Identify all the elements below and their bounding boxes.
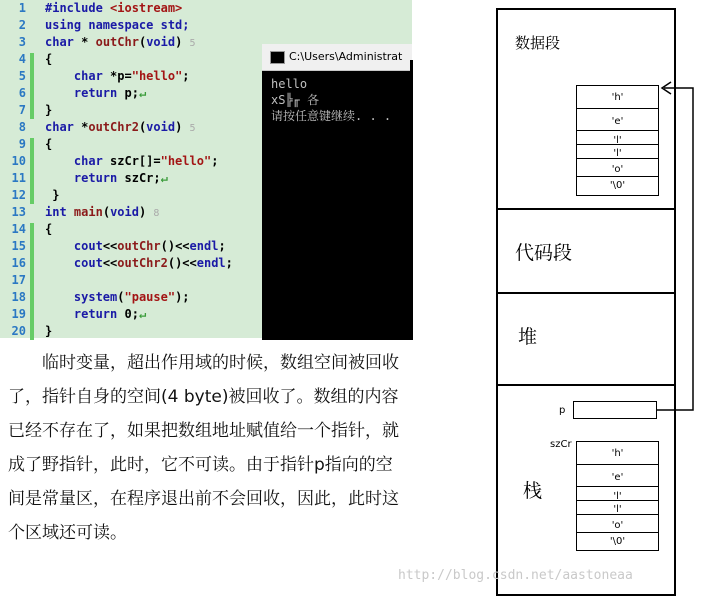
code-token: ( [138, 120, 147, 134]
code-token: { [45, 137, 53, 151]
memory-cell: 'l' [613, 148, 622, 159]
code-token: *p= [102, 69, 132, 83]
line-number: 5 [18, 69, 26, 83]
line-number: 12 [11, 188, 26, 202]
code-token: { [45, 52, 53, 66]
code-token: << [102, 239, 118, 253]
code-token: 5 [189, 123, 196, 134]
code-token: } [45, 103, 53, 117]
line-number: 14 [11, 222, 26, 236]
code-token: ); [175, 290, 190, 304]
code-token: } [45, 324, 53, 338]
line-number: 3 [18, 35, 26, 49]
code-token: int [45, 205, 67, 219]
pointer-p-label: p [559, 405, 566, 416]
line-number: 10 [11, 154, 26, 168]
code-token: ) [175, 120, 190, 134]
memory-cell: '\0' [609, 180, 626, 191]
code-token: * [73, 35, 96, 49]
code-token: ) [138, 205, 154, 219]
code-token: return [73, 86, 118, 100]
line-number: 1 [18, 1, 26, 15]
code-token: #include [45, 1, 111, 15]
memory-cell: 'o' [611, 520, 624, 531]
code-token: { [45, 222, 53, 236]
stack-segment-label: 栈 [523, 480, 543, 502]
code-token: outChr [95, 35, 139, 49]
memory-cell: 'o' [611, 164, 624, 175]
line-number: 9 [18, 137, 26, 151]
code-token: ; [225, 256, 233, 270]
console-output-line: xS╠╓ 各 [271, 93, 320, 107]
memory-cell: 'l' [613, 504, 622, 515]
line-number: 6 [18, 86, 26, 100]
code-token: 5 [189, 38, 196, 49]
console-title: C:\Users\Administrat [289, 50, 403, 63]
code-token: << [102, 256, 118, 270]
code-token: char [73, 154, 103, 168]
code-token: szCr; [117, 171, 161, 185]
line-number: 18 [11, 290, 26, 304]
line-number: 16 [11, 256, 26, 270]
line-number: 8 [18, 120, 26, 134]
code-token: ()<< [167, 256, 197, 270]
data-segment-label: 数据段 [515, 34, 561, 52]
code-token: ) [175, 35, 190, 49]
code-token: endl [189, 239, 219, 253]
code-token: ; [182, 69, 190, 83]
code-token: <iostream> [110, 1, 183, 15]
code-token: ↵ [138, 307, 147, 321]
line-number: 2 [18, 18, 26, 32]
explanation-text: 临时变量，超出作用域的时候，数组空间被回收了，指针自身的空间(4 byte)被回收了。数组的内容已经不存在了，如果把数组地址赋值给一个指针，就成了野指针，此时，它不可读。由于指针p指向的空间是常量区，在程序退出前不会回收，因此，此时这个区域还可读。 [8, 353, 399, 543]
heap-segment-label: 堆 [518, 326, 538, 348]
code-token: outChr2 [117, 256, 168, 270]
code-token: 0; [117, 307, 139, 321]
code-token: char [73, 69, 103, 83]
memory-cell: 'e' [611, 116, 624, 127]
memory-cell: 'l' [613, 491, 622, 502]
code-token: endl [196, 256, 226, 270]
line-number: 19 [11, 307, 26, 321]
memory-cell: 'h' [611, 92, 624, 103]
line-number: 17 [11, 273, 26, 287]
code-token: outChr [117, 239, 161, 253]
code-token: ()<< [160, 239, 190, 253]
code-token: void [146, 35, 176, 49]
code-token: * [73, 120, 89, 134]
code-token: ; [211, 154, 219, 168]
code-token: ; [218, 239, 226, 253]
code-token: main [73, 205, 103, 219]
code-token: "hello" [131, 69, 183, 83]
code-token: system [73, 290, 118, 304]
code-segment-label: 代码段 [515, 242, 573, 264]
memory-cell: 'e' [611, 472, 624, 483]
code-token: cout [73, 239, 103, 253]
code-token: void [110, 205, 139, 219]
line-number: 13 [11, 205, 26, 219]
arrow-line [657, 88, 693, 410]
line-number: 11 [11, 171, 26, 185]
code-token: ( [117, 290, 125, 304]
code-token: void [146, 120, 176, 134]
console-output-line: hello [271, 77, 308, 91]
code-token: p; [117, 86, 139, 100]
code-token: using namespace std; [45, 18, 190, 32]
code-token: char [45, 120, 74, 134]
code-token: char [45, 35, 74, 49]
code-token: ( [138, 35, 147, 49]
code-token: 8 [153, 208, 160, 219]
code-token: "pause" [124, 290, 176, 304]
code-token: outChr2 [88, 120, 139, 134]
code-token: return [73, 307, 118, 321]
szcr-label: szCr [550, 439, 572, 450]
code-token: ( [102, 205, 111, 219]
line-number: 20 [11, 324, 26, 338]
code-token: "hello" [160, 154, 212, 168]
console-output-line: 请按任意键继续. . . [271, 109, 392, 123]
line-number: 15 [11, 239, 26, 253]
code-token: return [73, 171, 118, 185]
memory-cell: 'h' [611, 448, 624, 459]
line-number: 7 [18, 103, 26, 117]
code-token: szCr[]= [102, 154, 161, 168]
line-number: 4 [18, 52, 26, 66]
code-token: cout [73, 256, 103, 270]
memory-cell: '\0' [609, 536, 626, 547]
code-token: } [45, 188, 60, 202]
memory-cell: 'l' [613, 135, 622, 146]
code-token: ↵ [138, 86, 147, 100]
watermark: http://blog.csdn.net/aastoneaa [398, 568, 633, 583]
code-token: ↵ [160, 171, 168, 185]
